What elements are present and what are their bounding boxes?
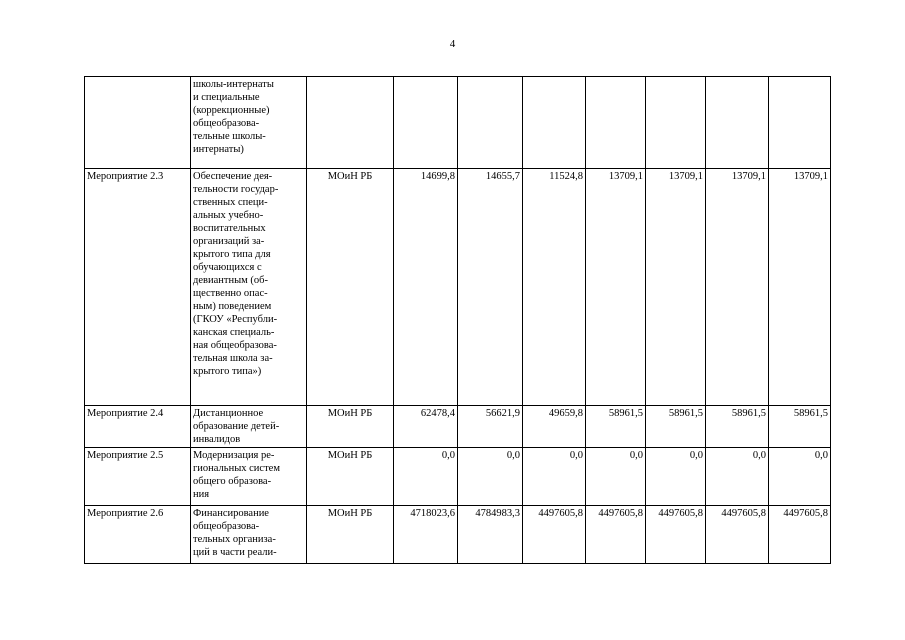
measure-name-cell: Мероприятие 2.4 [85, 406, 191, 448]
measure-name-cell: Мероприятие 2.6 [85, 506, 191, 564]
executor-cell: МОиН РБ [307, 169, 394, 406]
funding-value-cell: 58961,5 [706, 406, 769, 448]
funding-value-cell: 13709,1 [586, 169, 646, 406]
executor-cell [307, 77, 394, 169]
funding-value-cell: 49659,8 [523, 406, 586, 448]
table-row [85, 406, 831, 448]
funding-value-cell: 0,0 [394, 448, 458, 506]
funding-value-cell: 4497605,8 [646, 506, 706, 564]
funding-value-cell: 0,0 [706, 448, 769, 506]
table-row [85, 169, 831, 406]
funding-value-cell: 11524,8 [523, 169, 586, 406]
funding-value-cell [394, 77, 458, 169]
measure-description-cell: школы-интернаты и специальные (коррекционные) общеобразова- тельные школы- интернаты) [191, 77, 307, 169]
funding-value-cell [523, 77, 586, 169]
measure-description-cell: Обеспечение дея- тельности государ- ственных специ- альных учебно- воспитательных организаций за- крытого типа для обучающихся с девиантным (об- щественно опас- ным) поведением (ГКОУ «Республи- канская специаль- ная общеобразова- тельная школа за- крытого типа») [191, 169, 307, 406]
measure-description-cell: Финансирование общеобразова- тельных организа- ций в части реали- [191, 506, 307, 564]
funding-value-cell: 4497605,8 [523, 506, 586, 564]
executor-cell: МОиН РБ [307, 406, 394, 448]
table-row [85, 448, 831, 506]
funding-value-cell: 4784983,3 [458, 506, 523, 564]
funding-value-cell: 4497605,8 [769, 506, 831, 564]
table-row [85, 77, 831, 169]
funding-value-cell: 0,0 [769, 448, 831, 506]
measure-description-cell: Модернизация ре- гиональных систем общего образова- ния [191, 448, 307, 506]
funding-value-cell [769, 77, 831, 169]
funding-value-cell: 56621,9 [458, 406, 523, 448]
funding-value-cell: 14655,7 [458, 169, 523, 406]
funding-value-cell: 14699,8 [394, 169, 458, 406]
executor-cell: МОиН РБ [307, 506, 394, 564]
funding-value-cell: 0,0 [523, 448, 586, 506]
funding-value-cell: 13709,1 [706, 169, 769, 406]
funding-value-cell: 4497605,8 [706, 506, 769, 564]
funding-value-cell [646, 77, 706, 169]
funding-value-cell: 0,0 [646, 448, 706, 506]
funding-value-cell: 0,0 [458, 448, 523, 506]
funding-value-cell: 13709,1 [769, 169, 831, 406]
executor-cell: МОиН РБ [307, 448, 394, 506]
funding-value-cell: 4718023,6 [394, 506, 458, 564]
measure-name-cell: Мероприятие 2.3 [85, 169, 191, 406]
funding-value-cell: 58961,5 [769, 406, 831, 448]
funding-value-cell: 4497605,8 [586, 506, 646, 564]
funding-value-cell: 58961,5 [586, 406, 646, 448]
funding-value-cell [458, 77, 523, 169]
measure-name-cell [85, 77, 191, 169]
table-body [85, 77, 831, 564]
funding-table [84, 76, 831, 564]
funding-value-cell: 13709,1 [646, 169, 706, 406]
funding-value-cell: 62478,4 [394, 406, 458, 448]
table-row [85, 506, 831, 564]
funding-value-cell: 0,0 [586, 448, 646, 506]
funding-value-cell [706, 77, 769, 169]
funding-value-cell: 58961,5 [646, 406, 706, 448]
measure-description-cell: Дистанционное образование детей- инвалидов [191, 406, 307, 448]
funding-value-cell [586, 77, 646, 169]
page-number: 4 [449, 38, 456, 50]
measure-name-cell: Мероприятие 2.5 [85, 448, 191, 506]
